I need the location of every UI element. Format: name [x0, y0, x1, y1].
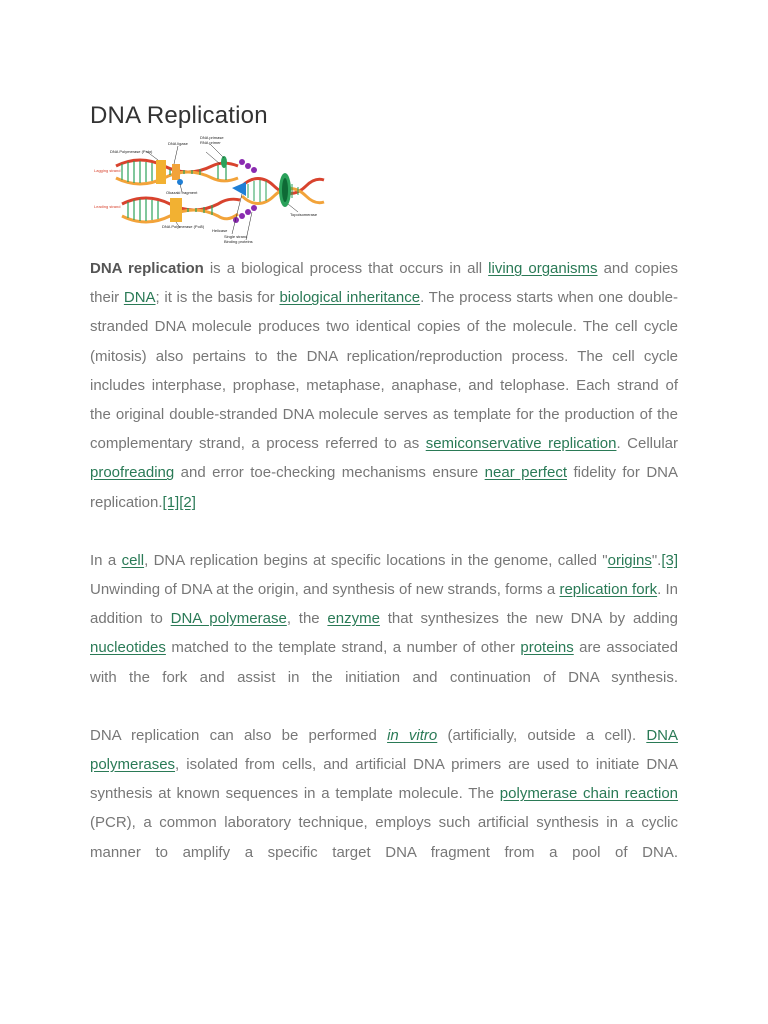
- dna-replication-diagram: [92, 132, 328, 248]
- svg-text:DNA Polymerase (Polδ): DNA Polymerase (Polδ): [162, 224, 205, 229]
- svg-text:Helicase: Helicase: [212, 228, 228, 233]
- svg-text:DNA Polymerase (Polα): DNA Polymerase (Polα): [110, 149, 153, 154]
- article-body: [90, 254, 678, 896]
- leading-strand: [122, 182, 246, 222]
- svg-text:Lagging strand: Lagging strand: [94, 168, 121, 173]
- link-origins[interactable]: origins: [607, 551, 652, 569]
- svg-text:Topoisomerase: Topoisomerase: [290, 212, 318, 217]
- polymerase-delta-icon: [170, 198, 182, 222]
- paragraph-2: In a cell, DNA replication begins at specific locations in the genome, called "origins".[3] Unwinding of DNA at the origin, and synthesis of new strands, forms a replication fork. In addition to DNA polymerase, the enzyme that synthesizes the new DNA by adding nucleotides matched to the template strand, a number of other proteins are associated with the fork and assist in the initiation and continuation of DNA synthesis.: [90, 551, 679, 686]
- paragraph-3: DNA replication can also be performed in vitro (artificially, outside a cell). DNA polymerases, isolated from cells, and artificial DNA primers are used to initiate DNA synthesis at known sequences in a template molecule. The polymerase chain reaction (PCR), a common laboratory technique, employs such artificial synthesis in a cyclic manner to amplify a specific target DNA fragment from a pool of DNA.: [90, 726, 679, 861]
- svg-text:Leading strand: Leading strand: [94, 204, 121, 209]
- citation-2[interactable]: [2]: [179, 493, 196, 511]
- svg-text:DNA primase: DNA primase: [200, 135, 224, 140]
- citation-1[interactable]: [1]: [162, 493, 180, 511]
- svg-text:Okazaki fragment: Okazaki fragment: [166, 190, 198, 195]
- paragraph-1: DNA replication is a biological process that occurs in all living organisms and copies their DNA; it is the basis for biological inheritance. The process starts when one double-stranded DNA molecule produces two identical copies of the molecule. The cell cycle (mitosis) also pertains to the DNA replication/reproduction process. The cell cycle includes interphase, prophase, metaphase, anaphase, and telophase. Each strand of the original double-stranded DNA molecule serves as template for the production of the complementary strand, a process referred to as semiconservative replication. Cellular proofreading and error toe-checking mechanisms ensure near perfect fidelity for DNA replication.[1][2]: [90, 260, 679, 511]
- link-semiconservative-replication[interactable]: semiconservative replication: [425, 435, 617, 453]
- link-nucleotides[interactable]: nucleotides: [90, 639, 166, 657]
- link-enzyme[interactable]: enzyme: [327, 610, 380, 628]
- link-near-perfect[interactable]: near perfect: [484, 464, 567, 482]
- link-proofreading[interactable]: proofreading: [90, 464, 175, 482]
- citation-3[interactable]: [3]: [661, 551, 679, 569]
- svg-text:DNA ligase: DNA ligase: [168, 141, 188, 146]
- link-proteins[interactable]: proteins: [520, 639, 574, 657]
- polymerase-alpha-icon: [156, 160, 166, 184]
- link-dna-polymerase[interactable]: DNA polymerase: [170, 610, 287, 628]
- lagging-strand: [116, 156, 238, 185]
- link-in-vitro[interactable]: in vitro: [387, 726, 438, 744]
- link-biological-inheritance[interactable]: biological inheritance: [279, 289, 421, 307]
- link-polymerase-chain-reaction[interactable]: polymerase chain reaction: [499, 785, 679, 803]
- link-dna[interactable]: DNA: [123, 289, 156, 307]
- helicase-icon: [232, 182, 246, 196]
- link-cell[interactable]: cell: [121, 551, 145, 569]
- page-title: DNA Replication: [90, 102, 268, 129]
- link-dna-polymerases[interactable]: DNA polymerases: [90, 726, 678, 774]
- link-replication-fork[interactable]: replication fork: [559, 581, 658, 599]
- svg-text:Binding proteins: Binding proteins: [224, 239, 253, 244]
- svg-text:Single strand: Single strand: [224, 234, 248, 239]
- svg-text:RNA primer: RNA primer: [200, 140, 221, 145]
- term-dna-replication: DNA replication: [90, 260, 204, 277]
- parent-helix: [242, 173, 324, 207]
- link-living-organisms[interactable]: living organisms: [488, 260, 598, 277]
